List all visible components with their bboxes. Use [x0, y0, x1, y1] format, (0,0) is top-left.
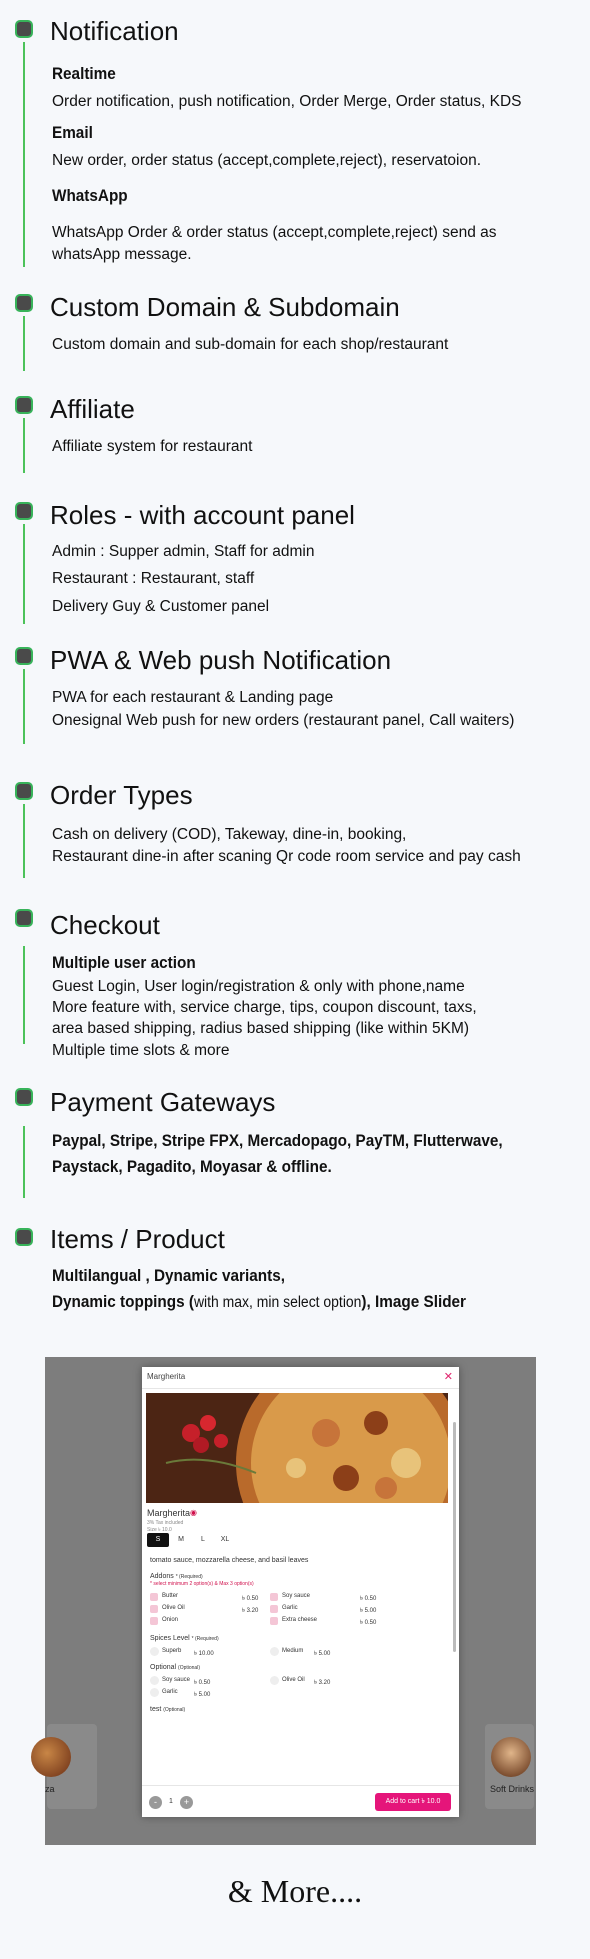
category-caption: Soft Drinks — [490, 1784, 535, 1794]
category-caption: za — [45, 1784, 55, 1794]
more-text: & More.... — [227, 1873, 363, 1909]
add-to-cart-button[interactable]: Add to cart ৳ 10.0 — [375, 1793, 451, 1811]
section-divider-line — [23, 946, 25, 1044]
optional-title: Optional (Optional) — [150, 1664, 200, 1671]
section-title: Items / Product — [50, 1224, 225, 1254]
optional-price: ৳ 5.00 — [194, 1692, 211, 1698]
spices-title: Spices Level * (Required) — [150, 1635, 219, 1642]
decrease-quantity-button[interactable]: - — [149, 1796, 162, 1809]
addon-price: ৳ 5.00 — [360, 1608, 377, 1614]
spice-price: ৳ 5.00 — [314, 1651, 331, 1657]
bullet-icon — [15, 909, 33, 927]
bullet-icon — [15, 1228, 33, 1246]
optional-price: ৳ 0.50 — [194, 1680, 211, 1686]
section-divider-line — [23, 1126, 25, 1198]
spice-price: ৳ 10.00 — [194, 1651, 214, 1657]
addon-checkbox[interactable] — [270, 1605, 278, 1613]
custom-domain-text: Custom domain and sub-domain for each shop/restaurant — [52, 336, 449, 353]
items-line-1: Multilangual , Dynamic variants, — [52, 1266, 285, 1285]
addons-note: * select minimum 2 option(s) & Max 3 option(s) — [150, 1581, 254, 1587]
checkout-subtitle: Multiple user action — [52, 953, 196, 972]
veg-indicator-icon: ◉ — [190, 1508, 197, 1517]
addon-name: Butter — [162, 1593, 179, 1599]
size-option[interactable]: L — [201, 1536, 205, 1543]
addon-name: Soy sauce — [282, 1593, 311, 1599]
section-title: Payment Gateways — [50, 1087, 276, 1117]
pwa-line: Onesignal Web push for new orders (restaurant panel, Call waiters) — [52, 712, 515, 729]
pwa-line: PWA for each restaurant & Landing page — [52, 689, 334, 706]
section-title: Checkout — [50, 910, 160, 940]
size-option[interactable]: XL — [220, 1536, 230, 1543]
addon-checkbox[interactable] — [270, 1593, 278, 1601]
bullet-icon — [15, 396, 33, 414]
size-option[interactable]: S — [147, 1533, 169, 1547]
bullet-icon — [15, 1088, 33, 1106]
section-title: PWA & Web push Notification — [50, 645, 392, 675]
section-title: Notification — [50, 16, 179, 46]
addon-checkbox[interactable] — [270, 1617, 278, 1625]
bullet-icon — [15, 20, 33, 38]
checkout-line: More feature with, service charge, tips, coupon discount, taxs, — [52, 999, 477, 1016]
roles-line: Restaurant : Restaurant, staff — [52, 570, 255, 587]
roles-line: Delivery Guy & Customer panel — [52, 598, 270, 615]
product-thumb-icon — [31, 1737, 71, 1777]
email-title: Email — [52, 123, 93, 142]
quantity-value: 1 — [169, 1798, 173, 1805]
optional-radio[interactable] — [150, 1688, 159, 1697]
modal-header — [142, 1367, 459, 1389]
addon-name: Extra cheese — [282, 1617, 318, 1623]
section-divider-line — [23, 669, 25, 744]
payment-line: Paystack, Pagadito, Moyasar & offline. — [52, 1157, 332, 1176]
items-line-2: Dynamic toppings (with max, min select option), Image Slider — [52, 1292, 467, 1311]
section-divider-line — [23, 418, 25, 473]
checkout-line: area based shipping, radius based shipping (like within 5KM) — [52, 1020, 470, 1037]
test-title: test (Optional) — [150, 1706, 186, 1713]
pizza-image-icon — [146, 1393, 448, 1503]
size-label: Size ৳ 10.0 — [147, 1527, 172, 1533]
addon-price: ৳ 0.50 — [360, 1596, 377, 1602]
tax-note: 3% Tax included — [147, 1520, 184, 1526]
optional-name: Olive Oil — [282, 1677, 305, 1683]
section-divider-line — [23, 42, 25, 267]
spice-name: Superb — [162, 1648, 182, 1654]
bullet-icon — [15, 502, 33, 520]
increase-quantity-button[interactable]: + — [180, 1796, 193, 1809]
affiliate-text: Affiliate system for restaurant — [52, 438, 253, 455]
section-title: Order Types — [50, 780, 193, 810]
product-name: Margherita — [147, 1508, 191, 1518]
checkout-line: Multiple time slots & more — [52, 1042, 230, 1059]
order-types-line: Cash on delivery (COD), Takeway, dine-in, booking, — [52, 826, 407, 843]
addon-checkbox[interactable] — [150, 1605, 158, 1613]
realtime-text: Order notification, push notification, Order Merge, Order status, KDS — [52, 93, 522, 110]
whatsapp-text-2: whatsApp message. — [52, 246, 192, 263]
realtime-title: Realtime — [52, 64, 116, 83]
order-types-line: Restaurant dine-in after scaning Qr code room service and pay cash — [52, 848, 521, 865]
product-image[interactable] — [146, 1393, 448, 1503]
section-title: Affiliate — [50, 394, 135, 424]
whatsapp-text-1: WhatsApp Order & order status (accept,complete,reject) send as — [52, 224, 497, 241]
checkout-line: Guest Login, User login/registration & only with phone,name — [52, 978, 465, 995]
addon-name: Olive Oil — [162, 1605, 185, 1611]
size-option[interactable]: M — [178, 1536, 184, 1543]
product-modal — [142, 1367, 459, 1817]
section-divider-line — [23, 804, 25, 878]
payment-line: Paypal, Stripe, Stripe FPX, Mercadopago, PayTM, Flutterwave, — [52, 1131, 503, 1150]
modal-title: Margherita — [147, 1372, 186, 1381]
modal-scrollbar[interactable] — [453, 1422, 456, 1652]
addon-price: ৳ 0.50 — [242, 1596, 259, 1602]
product-modal-screenshot — [45, 1357, 536, 1845]
email-text: New order, order status (accept,complete,reject), reservatoion. — [52, 152, 482, 169]
spice-radio[interactable] — [270, 1647, 279, 1656]
whatsapp-title: WhatsApp — [52, 186, 128, 205]
optional-price: ৳ 3.20 — [314, 1680, 331, 1686]
optional-radio[interactable] — [150, 1676, 159, 1685]
section-divider-line — [23, 524, 25, 624]
close-icon[interactable]: ✕ — [443, 1371, 453, 1383]
addon-checkbox[interactable] — [150, 1617, 158, 1625]
spice-radio[interactable] — [150, 1647, 159, 1656]
addon-name: Garlic — [282, 1605, 298, 1611]
roles-line: Admin : Supper admin, Staff for admin — [52, 543, 315, 560]
section-divider-line — [23, 316, 25, 371]
bullet-icon — [15, 647, 33, 665]
drink-thumb-icon — [491, 1737, 531, 1777]
addon-price: ৳ 3.20 — [242, 1608, 259, 1614]
optional-name: Soy sauce — [162, 1677, 191, 1683]
spice-name: Medium — [282, 1648, 304, 1654]
bullet-icon — [15, 782, 33, 800]
optional-name: Garlic — [162, 1689, 178, 1695]
addon-price: ৳ 0.50 — [360, 1620, 377, 1626]
addons-title: Addons * (Required) — [150, 1573, 203, 1580]
modal-footer — [142, 1785, 459, 1817]
section-title: Roles - with account panel — [50, 500, 355, 530]
addon-name: Onion — [162, 1617, 179, 1623]
product-description: tomato sauce, mozzarella cheese, and basil leaves — [150, 1557, 309, 1564]
section-title: Custom Domain & Subdomain — [50, 292, 400, 322]
optional-radio[interactable] — [270, 1676, 279, 1685]
addon-checkbox[interactable] — [150, 1593, 158, 1601]
bullet-icon — [15, 294, 33, 312]
